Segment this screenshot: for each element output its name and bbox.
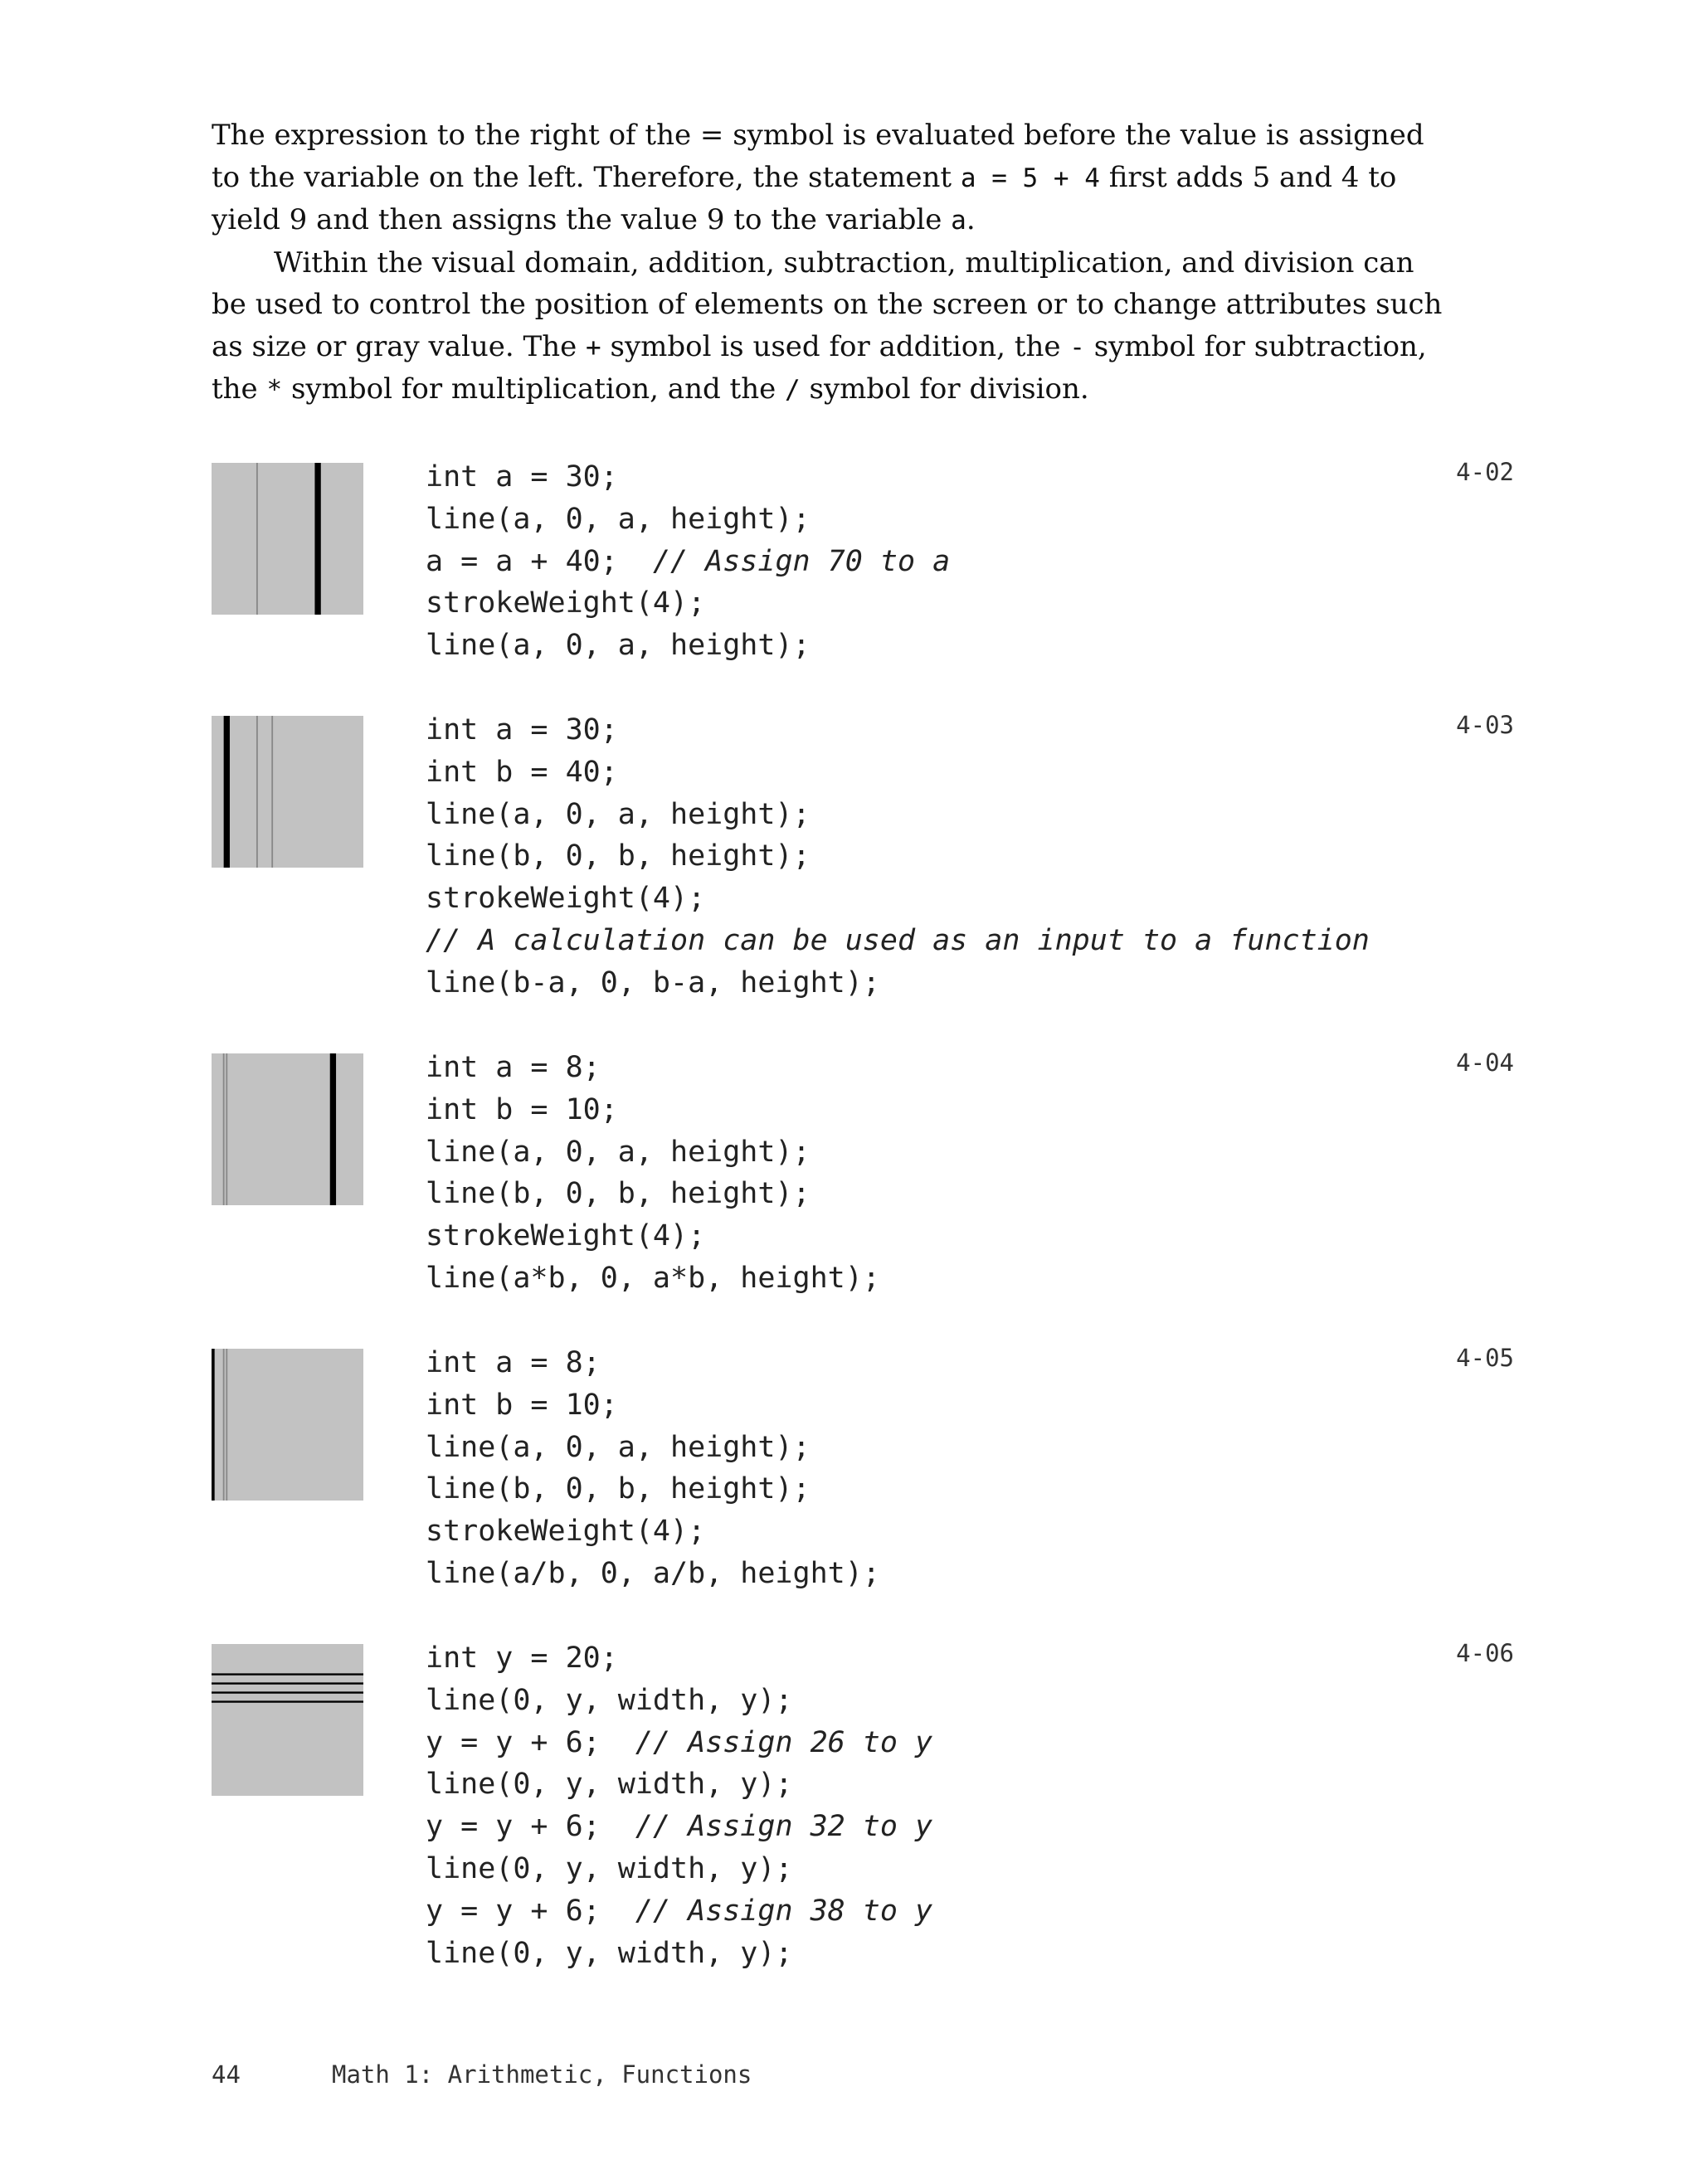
code-listing: int y = 20; line(0, y, width, y); y = y + 6; // Assign 26 to y line(0, y, width, y); y = y + 6; // Assign 32 to y line(0, y, width, y); y = y + 6; // Assign 38 to y line(0, y, width, y); xyxy=(426,1642,933,1970)
code-listing: int a = 8; int b = 10; line(a, 0, a, height); line(b, 0, b, height); strokeWeight(4); line(a/b, 0, a/b, height); xyxy=(426,1346,880,1590)
inline-code: * xyxy=(266,375,283,405)
example-output-thumbnail xyxy=(212,1349,363,1501)
example-number: 4-04 xyxy=(1456,1048,1514,1077)
example-output-thumbnail xyxy=(212,463,363,615)
inline-code: a = 5 + 4 xyxy=(960,163,1100,193)
code-listing: int a = 30; line(a, 0, a, height); a = a + 40; // Assign 70 to a strokeWeight(4); line(a, 0, a, height); xyxy=(426,460,951,663)
page-number: 44 xyxy=(212,2060,241,2089)
example-number: 4-06 xyxy=(1456,1639,1514,1667)
inline-code: - xyxy=(1069,332,1085,362)
example-number: 4-05 xyxy=(1456,1344,1514,1372)
intro-text xyxy=(212,114,1456,411)
inline-code: / xyxy=(785,375,801,405)
example-output-thumbnail xyxy=(212,716,363,868)
running-footer-chapter: Math 1: Arithmetic, Functions xyxy=(332,2060,752,2089)
example-number: 4-03 xyxy=(1456,711,1514,739)
intro-paragraph-2: Within the visual domain, addition, subtraction, multiplication, and division can be used to control the position of elements on the screen or to change attributes such as size or gray value. The + symbol is used for addition, the - symbol for subtraction, the * symbol for multiplication, and the / symbol for division. xyxy=(212,246,1443,406)
inline-code: + xyxy=(586,332,601,362)
code-listing: int a = 30; int b = 40; line(a, 0, a, height); line(b, 0, b, height); strokeWeight(4); // A calculation can be used as an input to a function line(b-a, 0, b-a, height); xyxy=(426,713,1370,1000)
intro-paragraph-1: The expression to the right of the = symbol is evaluated before the value is assigned to the variable on the left. Therefore, the statement a = 5 + 4 first adds 5 and 4 to yield 9 and then assigns the value 9 to the variable a. xyxy=(212,119,1424,236)
example-number: 4-02 xyxy=(1456,458,1514,486)
code-listing: int a = 8; int b = 10; line(a, 0, a, height); line(b, 0, b, height); strokeWeight(4); line(a*b, 0, a*b, height); xyxy=(426,1051,880,1295)
example-output-thumbnail xyxy=(212,1644,363,1796)
example-output-thumbnail xyxy=(212,1053,363,1205)
inline-code: a xyxy=(951,206,966,236)
